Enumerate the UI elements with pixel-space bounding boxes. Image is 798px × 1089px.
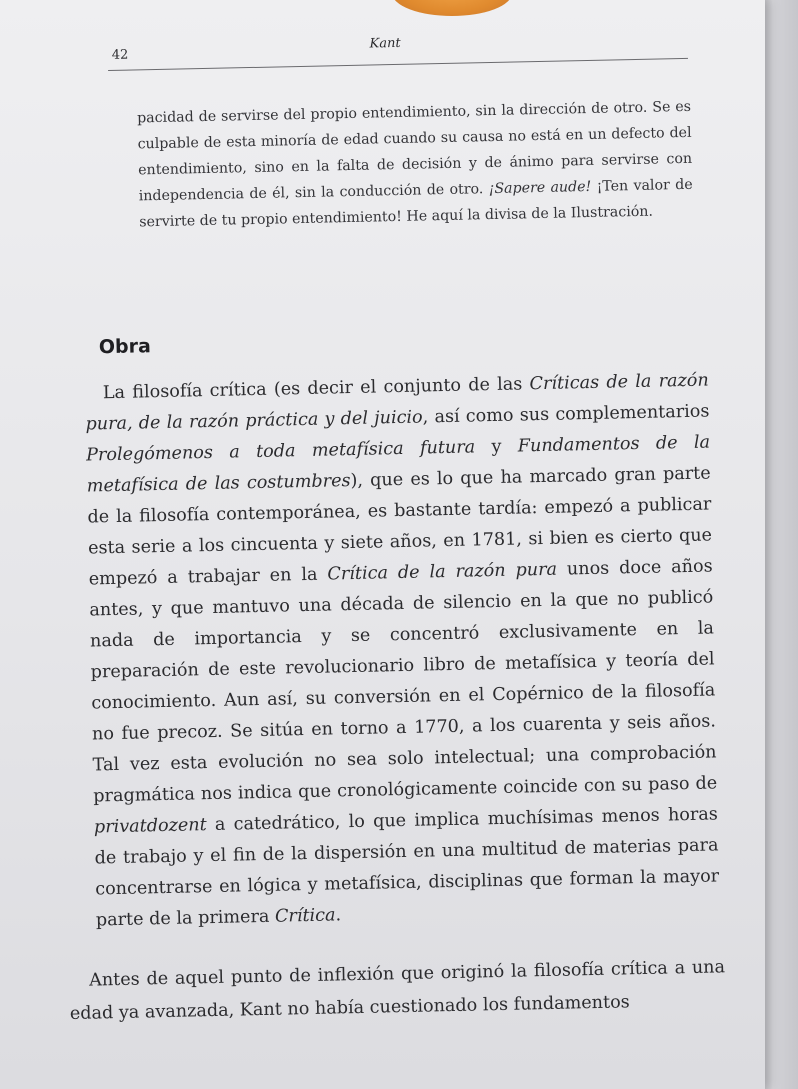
section-heading: Obra bbox=[98, 335, 152, 359]
block-quote bbox=[137, 94, 694, 236]
quote-text-after: ¡Ten valor de servirte de tu propio entendimiento! He aquí la divisa de la Ilustración. bbox=[139, 176, 693, 231]
p1-run: . bbox=[335, 905, 342, 926]
p1-italic-2: Prolegómenos a toda metafísica futura bbox=[85, 437, 476, 466]
quote-italic: ¡Sapere aude! bbox=[488, 178, 592, 198]
quote-paragraph bbox=[137, 94, 694, 236]
running-head: Kant bbox=[369, 35, 401, 52]
p1-italic-4: Crítica de la razón pura bbox=[327, 559, 558, 585]
p1-run: ), que es lo que ha marcado gran parte de la filosofía contemporánea, es bastante tardía: empezó a publicar esta serie a los cincuenta y siete años, en 1781, si bien es cierto que empezó a trabajar en la bbox=[87, 463, 713, 590]
body-paragraph-2 bbox=[69, 951, 726, 1031]
paragraph-2-text: Antes de aquel punto de inflexión que originó la filosofía crítica a una edad ya avanzada, Kant no había cuestionado los fundamentos bbox=[69, 957, 726, 1025]
quote-text: pacidad de servirse del propio entendimiento, sin la dirección de otro. Se es culpable de esta minoría de edad cuando su causa no está en un defecto del entendimiento, sino en la falta de decisión y de ánimo para servirse con independencia de él, sin la conducción de otro. bbox=[136, 98, 693, 205]
header-rule bbox=[108, 58, 688, 71]
p1-run: , así como sus complementarios bbox=[422, 401, 710, 428]
p1-italic-5: privatdozent bbox=[93, 815, 207, 838]
p1-run: unos doce años antes, y que mantuvo una década de silencio en la que no publicó nada de importancia y se concentró exclusivamente en la preparación de este revolucionario libro de metafísica y teoría del conocimiento. Aun así, su conversión en el Copérnico de la filosofía no fue precoz. Se sitúa en torno a 1770, a los cuarenta y seis años. Tal vez esta evolución no sea solo intelectual; una comprobación pragmática nos indica que cronológicamente coincide con su paso de bbox=[89, 556, 718, 807]
p1-italic-3: Fundamentos de la metafísica de las costumbres bbox=[86, 432, 711, 497]
body-paragraph-1 bbox=[85, 366, 721, 937]
paragraph-1-text bbox=[85, 366, 721, 937]
page-number: 42 bbox=[111, 47, 129, 63]
p1-italic-1: Críticas de la razón pura, de la razón práctica y del juicio bbox=[85, 370, 709, 435]
p1-run: a catedrático, lo que implica muchísimas menos horas de trabajo y el fin de la dispersión en una multitud de materias para concentrarse en lógica y metafísica, disciplinas que forman la mayor parte de la primera bbox=[94, 804, 720, 931]
p1-italic-6: Crítica bbox=[274, 905, 336, 927]
p1-run: La filosofía crítica (es decir el conjunto de las bbox=[102, 374, 530, 404]
p1-run: y bbox=[474, 436, 519, 458]
